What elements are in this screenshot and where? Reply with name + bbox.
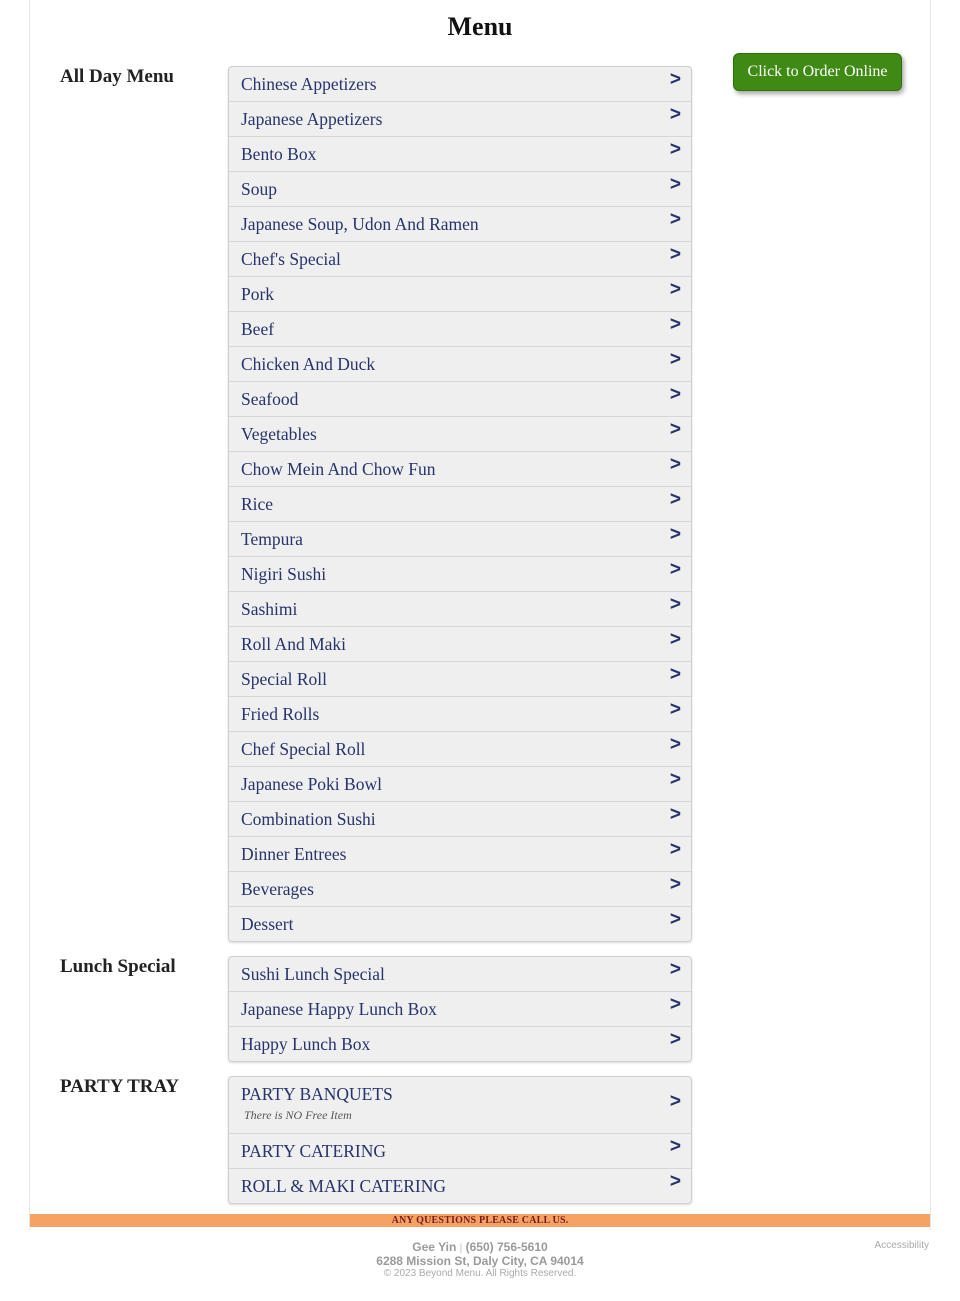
menu-category-list-all-day xyxy=(228,66,692,942)
menu-category-dessert[interactable] xyxy=(229,906,691,941)
chevron-right-icon: > xyxy=(669,804,681,825)
chevron-right-icon: > xyxy=(669,769,681,790)
menu-category-list-lunch-special xyxy=(228,956,692,1062)
chevron-right-icon: > xyxy=(669,959,681,980)
menu-category-happy-lunch-box[interactable] xyxy=(229,1026,691,1061)
menu-category-label: Dessert xyxy=(241,914,294,934)
footer-contact xyxy=(0,1240,960,1254)
menu-category-party-catering[interactable] xyxy=(229,1133,691,1168)
menu-category-roll-and-maki[interactable] xyxy=(229,626,691,661)
menu-category-sashimi[interactable] xyxy=(229,591,691,626)
order-online-button[interactable]: Click to Order Online xyxy=(733,53,902,91)
restaurant-address: 6288 Mission St, Daly City, CA 94014 xyxy=(376,1254,584,1268)
menu-category-dinner-entrees[interactable] xyxy=(229,836,691,871)
chevron-right-icon: > xyxy=(669,314,681,335)
chevron-right-icon: > xyxy=(669,909,681,930)
section-label-all-day-menu: All Day Menu xyxy=(60,66,174,87)
chevron-right-icon: > xyxy=(669,559,681,580)
menu-category-label: Special Roll xyxy=(241,669,328,689)
menu-category-label: Pork xyxy=(241,284,275,304)
menu-category-nigiri-sushi[interactable] xyxy=(229,556,691,591)
chevron-right-icon: > xyxy=(669,874,681,895)
menu-category-vegetables[interactable] xyxy=(229,416,691,451)
chevron-right-icon: > xyxy=(669,629,681,650)
page-title: Menu xyxy=(447,12,513,41)
chevron-right-icon: > xyxy=(669,994,681,1015)
chevron-right-icon: > xyxy=(669,454,681,475)
menu-category-pork[interactable] xyxy=(229,276,691,311)
chevron-right-icon: > xyxy=(669,699,681,720)
menu-category-label: Roll And Maki xyxy=(241,634,347,654)
menu-category-fried-rolls[interactable] xyxy=(229,696,691,731)
chevron-right-icon: > xyxy=(669,524,681,545)
menu-category-label: Sushi Lunch Special xyxy=(241,964,385,984)
menu-category-sushi-lunch-special[interactable] xyxy=(229,957,691,991)
call-us-banner: ANY QUESTIONS PLEASE CALL US. xyxy=(30,1214,930,1227)
menu-category-label: Fried Rolls xyxy=(241,704,320,724)
menu-category-seafood[interactable] xyxy=(229,381,691,416)
menu-category-roll-maki-catering[interactable] xyxy=(229,1168,691,1203)
menu-category-label: Japanese Soup, Udon And Ramen xyxy=(241,214,479,234)
menu-category-label: Chef's Special xyxy=(241,249,341,269)
menu-category-chow-mein-and-chow-fun[interactable] xyxy=(229,451,691,486)
chevron-right-icon: > xyxy=(669,104,681,125)
chevron-right-icon: > xyxy=(669,734,681,755)
menu-category-japanese-soup-udon-and-ramen[interactable] xyxy=(229,206,691,241)
menu-category-label: Chow Mein And Chow Fun xyxy=(241,459,436,479)
chevron-right-icon: > xyxy=(669,244,681,265)
section-label-lunch-special: Lunch Special xyxy=(60,956,176,977)
menu-category-rice[interactable] xyxy=(229,486,691,521)
copyright: © 2023 Beyond Menu. All Rights Reserved. xyxy=(383,1268,577,1279)
menu-category-chef-s-special[interactable] xyxy=(229,241,691,276)
accessibility-link[interactable]: Accessibility xyxy=(874,1240,929,1251)
menu-category-japanese-happy-lunch-box[interactable] xyxy=(229,991,691,1026)
menu-category-label: Japanese Happy Lunch Box xyxy=(241,999,437,1019)
menu-category-label: ROLL & MAKI CATERING xyxy=(241,1176,446,1196)
menu-category-label: Happy Lunch Box xyxy=(241,1034,371,1054)
menu-category-beverages[interactable] xyxy=(229,871,691,906)
chevron-right-icon: > xyxy=(669,1029,681,1050)
chevron-right-icon: > xyxy=(669,69,681,90)
footer-separator: | xyxy=(459,1243,463,1254)
chevron-right-icon: > xyxy=(669,1091,681,1112)
menu-category-label: Dinner Entrees xyxy=(241,844,347,864)
menu-category-label: Beef xyxy=(241,319,275,339)
chevron-right-icon: > xyxy=(669,1136,681,1157)
menu-category-beef[interactable] xyxy=(229,311,691,346)
menu-category-note: There is NO Free Item xyxy=(244,1108,352,1122)
menu-category-label: PARTY CATERING xyxy=(241,1141,386,1161)
chevron-right-icon: > xyxy=(669,489,681,510)
menu-category-label: Beverages xyxy=(241,879,314,899)
restaurant-name: Gee Yin xyxy=(412,1240,457,1254)
menu-category-party-banquets[interactable] xyxy=(229,1077,691,1133)
menu-category-label: Chicken And Duck xyxy=(241,354,376,374)
menu-category-chinese-appetizers[interactable] xyxy=(229,67,691,101)
menu-category-label: Soup xyxy=(241,179,277,199)
menu-category-label: Chinese Appetizers xyxy=(241,74,377,94)
chevron-right-icon: > xyxy=(669,594,681,615)
menu-category-bento-box[interactable] xyxy=(229,136,691,171)
menu-category-label: PARTY BANQUETS xyxy=(241,1084,393,1104)
menu-category-label: Japanese Poki Bowl xyxy=(241,774,382,794)
menu-category-label: Nigiri Sushi xyxy=(241,564,327,584)
menu-category-soup[interactable] xyxy=(229,171,691,206)
menu-category-label: Japanese Appetizers xyxy=(241,109,383,129)
chevron-right-icon: > xyxy=(669,419,681,440)
menu-category-label: Combination Sushi xyxy=(241,809,376,829)
chevron-right-icon: > xyxy=(669,349,681,370)
menu-category-tempura[interactable] xyxy=(229,521,691,556)
chevron-right-icon: > xyxy=(669,839,681,860)
menu-category-label: Bento Box xyxy=(241,144,317,164)
chevron-right-icon: > xyxy=(669,139,681,160)
section-label-party-tray: PARTY TRAY xyxy=(60,1076,180,1097)
menu-category-combination-sushi[interactable] xyxy=(229,801,691,836)
chevron-right-icon: > xyxy=(669,279,681,300)
menu-category-label: Tempura xyxy=(241,529,303,549)
chevron-right-icon: > xyxy=(669,1171,681,1192)
menu-category-label: Rice xyxy=(241,494,274,514)
menu-category-special-roll[interactable] xyxy=(229,661,691,696)
menu-category-label: Seafood xyxy=(241,389,299,409)
restaurant-phone[interactable]: (650) 756-5610 xyxy=(465,1240,548,1254)
chevron-right-icon: > xyxy=(669,209,681,230)
menu-category-list-party-tray xyxy=(228,1076,692,1204)
chevron-right-icon: > xyxy=(669,384,681,405)
menu-category-japanese-appetizers[interactable] xyxy=(229,101,691,136)
chevron-right-icon: > xyxy=(669,664,681,685)
menu-category-label: Sashimi xyxy=(241,599,298,619)
menu-category-label: Chef Special Roll xyxy=(241,739,366,759)
menu-category-chef-special-roll[interactable] xyxy=(229,731,691,766)
menu-category-japanese-poki-bowl[interactable] xyxy=(229,766,691,801)
chevron-right-icon: > xyxy=(669,174,681,195)
menu-category-label: Vegetables xyxy=(241,424,317,444)
menu-category-chicken-and-duck[interactable] xyxy=(229,346,691,381)
